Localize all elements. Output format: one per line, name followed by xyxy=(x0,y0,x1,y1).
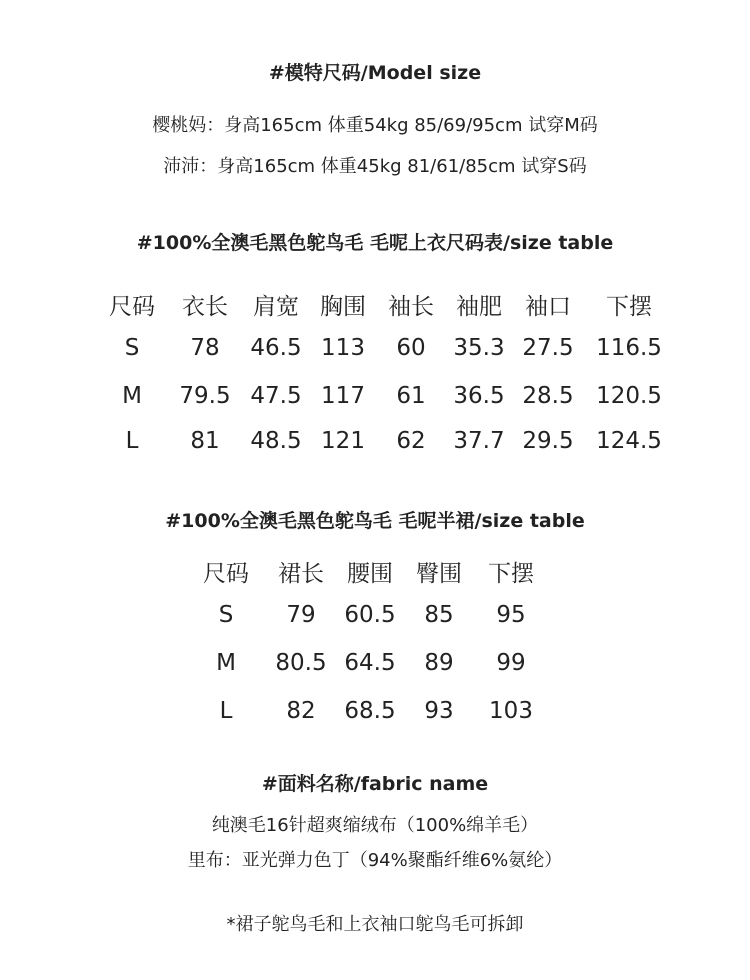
header-cell: 臀围 xyxy=(416,561,462,587)
value-cell: 95 xyxy=(496,602,526,628)
value-cell: 60.5 xyxy=(344,602,396,628)
header-cell: 袖口 xyxy=(525,294,571,320)
model-line-1: 樱桃妈：身高165cm 体重54kg 85/69/95cm 试穿M码 xyxy=(152,115,598,136)
value-cell: 120.5 xyxy=(596,383,662,409)
value-cell: 36.5 xyxy=(453,383,505,409)
size-cell: M xyxy=(216,650,236,676)
top-table-heading: #100%全澳毛黑色鸵鸟毛 毛呢上衣尺码表/size table xyxy=(136,232,614,254)
header-cell: 肩宽 xyxy=(253,294,299,320)
header-cell: 尺码 xyxy=(203,561,249,587)
detachable-note: *裙子鸵鸟毛和上衣袖口鸵鸟毛可拆卸 xyxy=(226,914,524,935)
value-cell: 124.5 xyxy=(596,428,662,454)
value-cell: 85 xyxy=(424,602,454,628)
value-cell: 68.5 xyxy=(344,698,396,724)
value-cell: 81 xyxy=(190,428,220,454)
fabric-line-1: 纯澳毛16针超爽缩绒布（100%绵羊毛） xyxy=(211,815,539,836)
value-cell: 116.5 xyxy=(596,335,662,361)
fabric-heading: #面料名称/fabric name xyxy=(261,773,489,795)
table-header-row xyxy=(0,288,750,318)
value-cell: 61 xyxy=(396,383,426,409)
header-cell: 裙长 xyxy=(278,561,324,587)
value-cell: 79 xyxy=(286,602,316,628)
size-cell: L xyxy=(125,428,139,454)
header-cell: 袖长 xyxy=(388,294,434,320)
header-cell: 下摆 xyxy=(606,294,652,320)
value-cell: 35.3 xyxy=(453,335,505,361)
fabric-line-2: 里布：亚光弹力色丁（94%聚酯纤维6%氨纶） xyxy=(187,850,563,871)
value-cell: 82 xyxy=(286,698,316,724)
value-cell: 93 xyxy=(424,698,454,724)
table-row xyxy=(0,428,750,458)
value-cell: 28.5 xyxy=(522,383,574,409)
size-cell: S xyxy=(124,335,140,361)
model-size-heading: #模特尺码/Model size xyxy=(268,62,482,84)
header-cell: 下摆 xyxy=(488,561,534,587)
table-row xyxy=(0,602,750,632)
size-cell: S xyxy=(218,602,234,628)
value-cell: 113 xyxy=(321,335,365,361)
value-cell: 117 xyxy=(321,383,365,409)
header-cell: 胸围 xyxy=(320,294,366,320)
value-cell: 46.5 xyxy=(250,335,302,361)
table-row xyxy=(0,335,750,365)
header-cell: 尺码 xyxy=(109,294,155,320)
value-cell: 48.5 xyxy=(250,428,302,454)
value-cell: 64.5 xyxy=(344,650,396,676)
value-cell: 121 xyxy=(321,428,365,454)
table-row xyxy=(0,698,750,728)
value-cell: 47.5 xyxy=(250,383,302,409)
model-line-2: 沛沛：身高165cm 体重45kg 81/61/85cm 试穿S码 xyxy=(163,156,587,177)
value-cell: 37.7 xyxy=(453,428,505,454)
table-row xyxy=(0,383,750,413)
size-cell: M xyxy=(122,383,142,409)
header-cell: 衣长 xyxy=(182,294,228,320)
header-cell: 腰围 xyxy=(347,561,393,587)
value-cell: 80.5 xyxy=(275,650,327,676)
value-cell: 78 xyxy=(190,335,220,361)
size-cell: L xyxy=(219,698,233,724)
value-cell: 29.5 xyxy=(522,428,574,454)
skirt-table-heading: #100%全澳毛黑色鸵鸟毛 毛呢半裙/size table xyxy=(165,510,585,532)
value-cell: 60 xyxy=(396,335,426,361)
table-header-row xyxy=(0,555,750,585)
table-row xyxy=(0,650,750,680)
value-cell: 27.5 xyxy=(522,335,574,361)
value-cell: 99 xyxy=(496,650,526,676)
value-cell: 62 xyxy=(396,428,426,454)
value-cell: 89 xyxy=(424,650,454,676)
header-cell: 袖肥 xyxy=(456,294,502,320)
value-cell: 79.5 xyxy=(179,383,231,409)
value-cell: 103 xyxy=(489,698,533,724)
